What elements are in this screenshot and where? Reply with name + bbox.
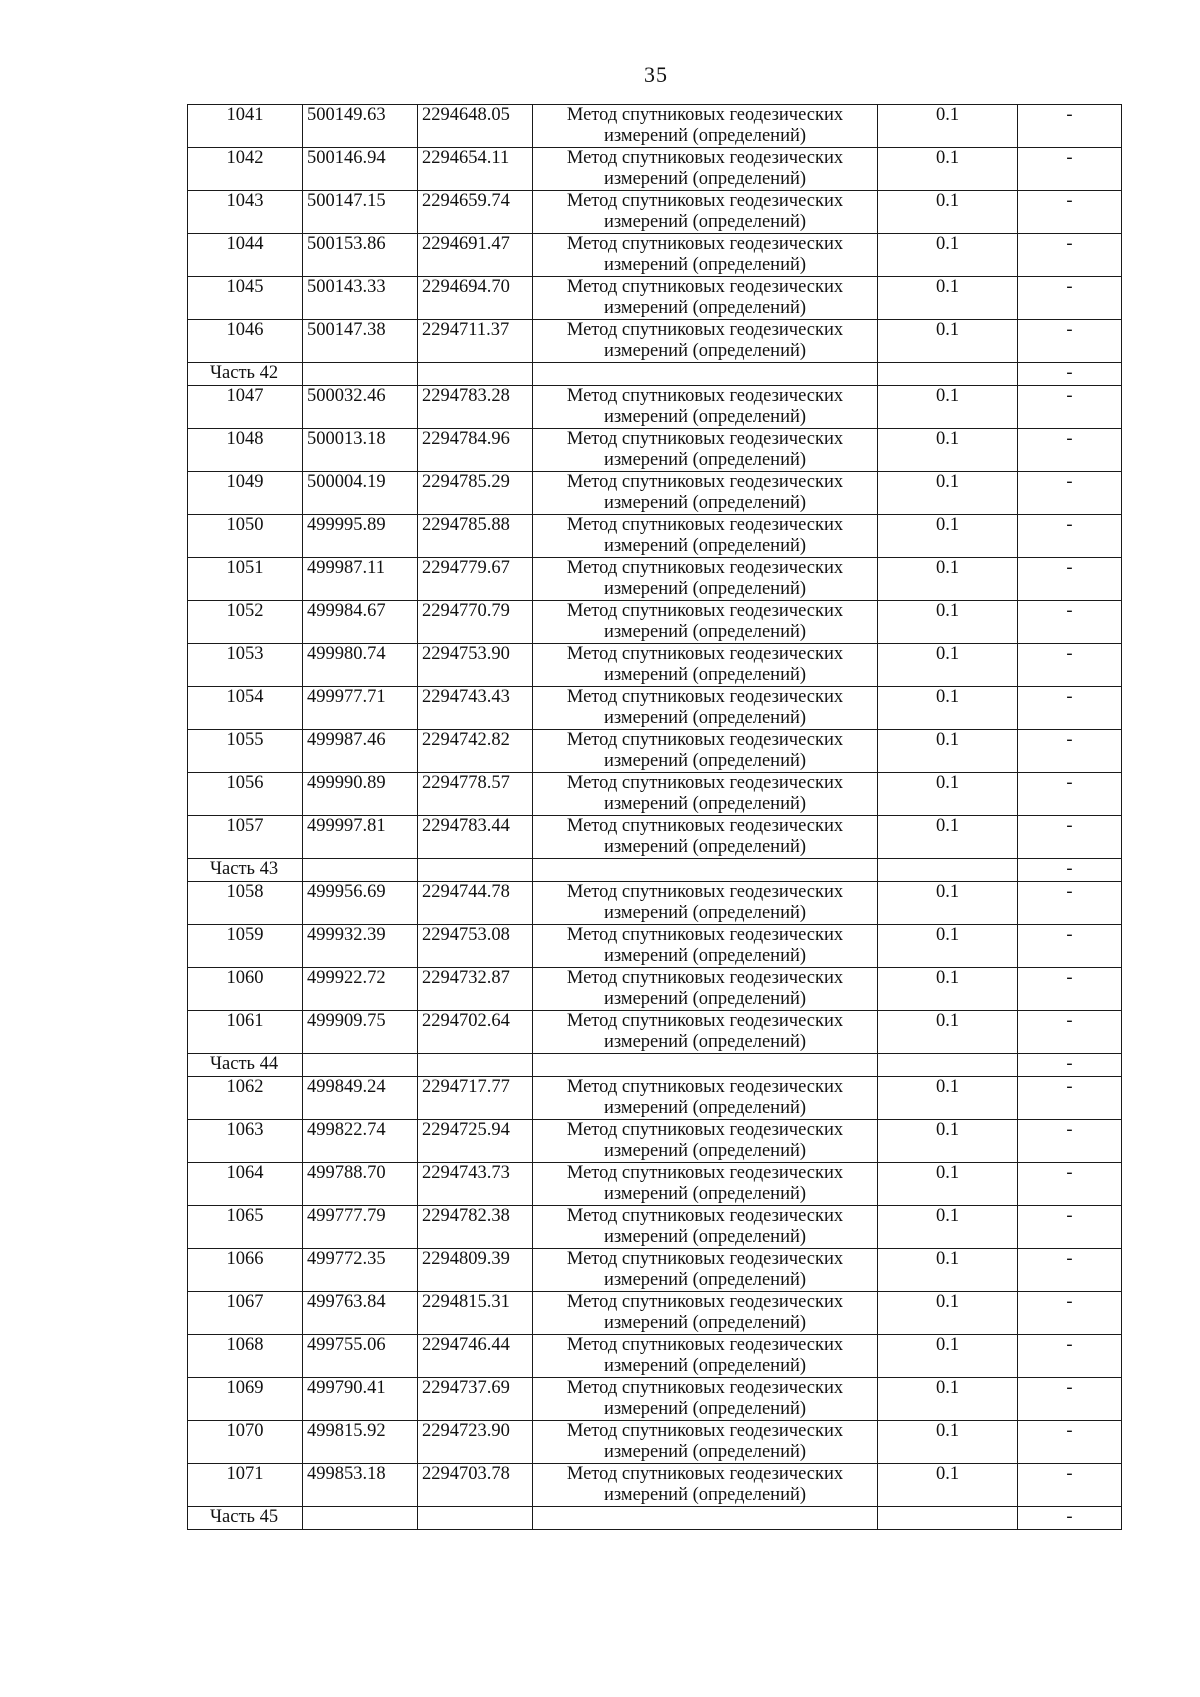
x-coordinate-cell: 500013.18: [303, 429, 418, 472]
empty-cell: [878, 1507, 1018, 1530]
empty-cell: [418, 1507, 533, 1530]
point-number-cell: 1070: [188, 1421, 303, 1464]
accuracy-cell: 0.1: [878, 1464, 1018, 1507]
y-coordinate-cell: 2294770.79: [418, 601, 533, 644]
point-number-cell: 1067: [188, 1292, 303, 1335]
point-number-cell: 1061: [188, 1011, 303, 1054]
table-row: [188, 105, 1122, 148]
method-cell: Метод спутниковых геодезических измерений (определений): [533, 1163, 878, 1206]
x-coordinate-cell: 500149.63: [303, 105, 418, 148]
point-number-cell: 1059: [188, 925, 303, 968]
y-coordinate-cell: 2294778.57: [418, 773, 533, 816]
table-row: [188, 925, 1122, 968]
method-cell: Метод спутниковых геодезических измерений (определений): [533, 191, 878, 234]
table-row: [188, 472, 1122, 515]
empty-cell: [418, 1054, 533, 1077]
y-coordinate-cell: 2294717.77: [418, 1077, 533, 1120]
point-number-cell: 1045: [188, 277, 303, 320]
description-cell: -: [1018, 1011, 1122, 1054]
point-number-cell: 1065: [188, 1206, 303, 1249]
accuracy-cell: 0.1: [878, 968, 1018, 1011]
part-header-row: [188, 859, 1122, 882]
empty-cell: [418, 859, 533, 882]
description-cell: -: [1018, 1206, 1122, 1249]
description-cell: -: [1018, 1507, 1122, 1530]
method-cell: Метод спутниковых геодезических измерений (определений): [533, 925, 878, 968]
description-cell: -: [1018, 1120, 1122, 1163]
x-coordinate-cell: 499849.24: [303, 1077, 418, 1120]
point-number-cell: 1049: [188, 472, 303, 515]
table-row: [188, 1206, 1122, 1249]
y-coordinate-cell: 2294725.94: [418, 1120, 533, 1163]
accuracy-cell: 0.1: [878, 191, 1018, 234]
part-label-cell: Часть 42: [188, 363, 303, 386]
table-row: [188, 1120, 1122, 1163]
description-cell: -: [1018, 816, 1122, 859]
table-row: [188, 687, 1122, 730]
y-coordinate-cell: 2294809.39: [418, 1249, 533, 1292]
table-row: [188, 644, 1122, 687]
y-coordinate-cell: 2294746.44: [418, 1335, 533, 1378]
accuracy-cell: 0.1: [878, 816, 1018, 859]
accuracy-cell: 0.1: [878, 515, 1018, 558]
part-label-cell: Часть 45: [188, 1507, 303, 1530]
method-cell: Метод спутниковых геодезических измерений (определений): [533, 773, 878, 816]
table-row: [188, 429, 1122, 472]
x-coordinate-cell: 499822.74: [303, 1120, 418, 1163]
description-cell: -: [1018, 859, 1122, 882]
part-header-row: [188, 363, 1122, 386]
method-cell: Метод спутниковых геодезических измерений (определений): [533, 730, 878, 773]
accuracy-cell: 0.1: [878, 1206, 1018, 1249]
description-cell: -: [1018, 644, 1122, 687]
x-coordinate-cell: 500153.86: [303, 234, 418, 277]
accuracy-cell: 0.1: [878, 558, 1018, 601]
table-row: [188, 1421, 1122, 1464]
y-coordinate-cell: 2294694.70: [418, 277, 533, 320]
x-coordinate-cell: 499984.67: [303, 601, 418, 644]
table-row: [188, 1335, 1122, 1378]
point-number-cell: 1069: [188, 1378, 303, 1421]
part-label-cell: Часть 43: [188, 859, 303, 882]
y-coordinate-cell: 2294783.28: [418, 386, 533, 429]
table-row: [188, 968, 1122, 1011]
point-number-cell: 1053: [188, 644, 303, 687]
description-cell: -: [1018, 386, 1122, 429]
method-cell: Метод спутниковых геодезических измерений (определений): [533, 1335, 878, 1378]
point-number-cell: 1057: [188, 816, 303, 859]
empty-cell: [533, 1054, 878, 1077]
x-coordinate-cell: 499922.72: [303, 968, 418, 1011]
description-cell: -: [1018, 1335, 1122, 1378]
x-coordinate-cell: 499777.79: [303, 1206, 418, 1249]
accuracy-cell: 0.1: [878, 277, 1018, 320]
table-row: [188, 601, 1122, 644]
y-coordinate-cell: 2294648.05: [418, 105, 533, 148]
y-coordinate-cell: 2294702.64: [418, 1011, 533, 1054]
empty-cell: [418, 363, 533, 386]
empty-cell: [878, 859, 1018, 882]
y-coordinate-cell: 2294723.90: [418, 1421, 533, 1464]
point-number-cell: 1052: [188, 601, 303, 644]
method-cell: Метод спутниковых геодезических измерений (определений): [533, 105, 878, 148]
x-coordinate-cell: 499980.74: [303, 644, 418, 687]
accuracy-cell: 0.1: [878, 1335, 1018, 1378]
empty-cell: [303, 363, 418, 386]
method-cell: Метод спутниковых геодезических измерений (определений): [533, 1464, 878, 1507]
description-cell: -: [1018, 1378, 1122, 1421]
method-cell: Метод спутниковых геодезических измерений (определений): [533, 601, 878, 644]
accuracy-cell: 0.1: [878, 1163, 1018, 1206]
accuracy-cell: 0.1: [878, 234, 1018, 277]
point-number-cell: 1063: [188, 1120, 303, 1163]
empty-cell: [533, 363, 878, 386]
accuracy-cell: 0.1: [878, 1011, 1018, 1054]
point-number-cell: 1054: [188, 687, 303, 730]
y-coordinate-cell: 2294743.73: [418, 1163, 533, 1206]
point-number-cell: 1042: [188, 148, 303, 191]
method-cell: Метод спутниковых геодезических измерений (определений): [533, 1206, 878, 1249]
description-cell: -: [1018, 968, 1122, 1011]
description-cell: -: [1018, 1292, 1122, 1335]
point-number-cell: 1043: [188, 191, 303, 234]
table-row: [188, 1163, 1122, 1206]
description-cell: -: [1018, 601, 1122, 644]
point-number-cell: 1058: [188, 882, 303, 925]
description-cell: -: [1018, 234, 1122, 277]
empty-cell: [533, 859, 878, 882]
coordinates-table: [187, 104, 1122, 1530]
accuracy-cell: 0.1: [878, 472, 1018, 515]
x-coordinate-cell: 499932.39: [303, 925, 418, 968]
method-cell: Метод спутниковых геодезических измерений (определений): [533, 148, 878, 191]
description-cell: -: [1018, 687, 1122, 730]
method-cell: Метод спутниковых геодезических измерений (определений): [533, 472, 878, 515]
x-coordinate-cell: 500147.38: [303, 320, 418, 363]
method-cell: Метод спутниковых геодезических измерений (определений): [533, 687, 878, 730]
method-cell: Метод спутниковых геодезических измерений (определений): [533, 1421, 878, 1464]
description-cell: -: [1018, 363, 1122, 386]
x-coordinate-cell: 499815.92: [303, 1421, 418, 1464]
table-row: [188, 730, 1122, 773]
table-row: [188, 882, 1122, 925]
x-coordinate-cell: 499788.70: [303, 1163, 418, 1206]
accuracy-cell: 0.1: [878, 925, 1018, 968]
method-cell: Метод спутниковых геодезических измерений (определений): [533, 386, 878, 429]
x-coordinate-cell: 499909.75: [303, 1011, 418, 1054]
description-cell: -: [1018, 429, 1122, 472]
point-number-cell: 1041: [188, 105, 303, 148]
method-cell: Метод спутниковых геодезических измерений (определений): [533, 429, 878, 472]
y-coordinate-cell: 2294783.44: [418, 816, 533, 859]
method-cell: Метод спутниковых геодезических измерений (определений): [533, 1292, 878, 1335]
point-number-cell: 1056: [188, 773, 303, 816]
accuracy-cell: 0.1: [878, 1249, 1018, 1292]
table-row: [188, 1011, 1122, 1054]
accuracy-cell: 0.1: [878, 1292, 1018, 1335]
point-number-cell: 1066: [188, 1249, 303, 1292]
accuracy-cell: 0.1: [878, 1378, 1018, 1421]
table-row: [188, 1464, 1122, 1507]
table-row: [188, 386, 1122, 429]
method-cell: Метод спутниковых геодезических измерений (определений): [533, 558, 878, 601]
part-header-row: [188, 1054, 1122, 1077]
description-cell: -: [1018, 1464, 1122, 1507]
empty-cell: [303, 1507, 418, 1530]
table-row: [188, 816, 1122, 859]
x-coordinate-cell: 499755.06: [303, 1335, 418, 1378]
y-coordinate-cell: 2294744.78: [418, 882, 533, 925]
method-cell: Метод спутниковых геодезических измерений (определений): [533, 320, 878, 363]
method-cell: Метод спутниковых геодезических измерений (определений): [533, 1011, 878, 1054]
empty-cell: [878, 363, 1018, 386]
empty-cell: [533, 1507, 878, 1530]
accuracy-cell: 0.1: [878, 320, 1018, 363]
x-coordinate-cell: 499763.84: [303, 1292, 418, 1335]
table-row: [188, 1378, 1122, 1421]
coordinates-table-body: [188, 105, 1122, 1530]
description-cell: -: [1018, 882, 1122, 925]
accuracy-cell: 0.1: [878, 882, 1018, 925]
x-coordinate-cell: 499956.69: [303, 882, 418, 925]
point-number-cell: 1060: [188, 968, 303, 1011]
accuracy-cell: 0.1: [878, 1077, 1018, 1120]
part-label-cell: Часть 44: [188, 1054, 303, 1077]
table-row: [188, 277, 1122, 320]
accuracy-cell: 0.1: [878, 1120, 1018, 1163]
description-cell: -: [1018, 515, 1122, 558]
table-row: [188, 515, 1122, 558]
point-number-cell: 1055: [188, 730, 303, 773]
method-cell: Метод спутниковых геодезических измерений (определений): [533, 234, 878, 277]
description-cell: -: [1018, 558, 1122, 601]
table-row: [188, 191, 1122, 234]
method-cell: Метод спутниковых геодезических измерений (определений): [533, 644, 878, 687]
point-number-cell: 1051: [188, 558, 303, 601]
method-cell: Метод спутниковых геодезических измерений (определений): [533, 1249, 878, 1292]
x-coordinate-cell: 499853.18: [303, 1464, 418, 1507]
accuracy-cell: 0.1: [878, 386, 1018, 429]
description-cell: -: [1018, 1077, 1122, 1120]
method-cell: Метод спутниковых геодезических измерений (определений): [533, 882, 878, 925]
method-cell: Метод спутниковых геодезических измерений (определений): [533, 1120, 878, 1163]
description-cell: -: [1018, 1249, 1122, 1292]
point-number-cell: 1048: [188, 429, 303, 472]
empty-cell: [878, 1054, 1018, 1077]
description-cell: -: [1018, 105, 1122, 148]
method-cell: Метод спутниковых геодезических измерений (определений): [533, 968, 878, 1011]
description-cell: -: [1018, 1054, 1122, 1077]
description-cell: -: [1018, 730, 1122, 773]
y-coordinate-cell: 2294784.96: [418, 429, 533, 472]
x-coordinate-cell: 499997.81: [303, 816, 418, 859]
y-coordinate-cell: 2294732.87: [418, 968, 533, 1011]
x-coordinate-cell: 499990.89: [303, 773, 418, 816]
y-coordinate-cell: 2294753.08: [418, 925, 533, 968]
point-number-cell: 1068: [188, 1335, 303, 1378]
point-number-cell: 1071: [188, 1464, 303, 1507]
point-number-cell: 1064: [188, 1163, 303, 1206]
x-coordinate-cell: 500143.33: [303, 277, 418, 320]
y-coordinate-cell: 2294691.47: [418, 234, 533, 277]
point-number-cell: 1044: [188, 234, 303, 277]
y-coordinate-cell: 2294703.78: [418, 1464, 533, 1507]
description-cell: -: [1018, 277, 1122, 320]
description-cell: -: [1018, 925, 1122, 968]
description-cell: -: [1018, 148, 1122, 191]
description-cell: -: [1018, 191, 1122, 234]
y-coordinate-cell: 2294815.31: [418, 1292, 533, 1335]
accuracy-cell: 0.1: [878, 1421, 1018, 1464]
accuracy-cell: 0.1: [878, 687, 1018, 730]
x-coordinate-cell: 500146.94: [303, 148, 418, 191]
x-coordinate-cell: 499977.71: [303, 687, 418, 730]
accuracy-cell: 0.1: [878, 105, 1018, 148]
description-cell: -: [1018, 1421, 1122, 1464]
accuracy-cell: 0.1: [878, 773, 1018, 816]
accuracy-cell: 0.1: [878, 148, 1018, 191]
y-coordinate-cell: 2294742.82: [418, 730, 533, 773]
y-coordinate-cell: 2294659.74: [418, 191, 533, 234]
x-coordinate-cell: 499790.41: [303, 1378, 418, 1421]
table-row: [188, 320, 1122, 363]
method-cell: Метод спутниковых геодезических измерений (определений): [533, 816, 878, 859]
method-cell: Метод спутниковых геодезических измерений (определений): [533, 277, 878, 320]
point-number-cell: 1062: [188, 1077, 303, 1120]
table-row: [188, 1249, 1122, 1292]
description-cell: -: [1018, 320, 1122, 363]
x-coordinate-cell: 499987.46: [303, 730, 418, 773]
accuracy-cell: 0.1: [878, 601, 1018, 644]
description-cell: -: [1018, 773, 1122, 816]
accuracy-cell: 0.1: [878, 644, 1018, 687]
y-coordinate-cell: 2294785.88: [418, 515, 533, 558]
x-coordinate-cell: 499995.89: [303, 515, 418, 558]
x-coordinate-cell: 499987.11: [303, 558, 418, 601]
table-row: [188, 148, 1122, 191]
method-cell: Метод спутниковых геодезических измерений (определений): [533, 515, 878, 558]
y-coordinate-cell: 2294785.29: [418, 472, 533, 515]
table-row: [188, 1077, 1122, 1120]
description-cell: -: [1018, 472, 1122, 515]
part-header-row: [188, 1507, 1122, 1530]
x-coordinate-cell: 500147.15: [303, 191, 418, 234]
empty-cell: [303, 859, 418, 882]
method-cell: Метод спутниковых геодезических измерений (определений): [533, 1378, 878, 1421]
x-coordinate-cell: 499772.35: [303, 1249, 418, 1292]
y-coordinate-cell: 2294782.38: [418, 1206, 533, 1249]
table-row: [188, 558, 1122, 601]
page-number: 35: [644, 62, 668, 87]
y-coordinate-cell: 2294779.67: [418, 558, 533, 601]
y-coordinate-cell: 2294753.90: [418, 644, 533, 687]
description-cell: -: [1018, 1163, 1122, 1206]
x-coordinate-cell: 500004.19: [303, 472, 418, 515]
x-coordinate-cell: 500032.46: [303, 386, 418, 429]
point-number-cell: 1047: [188, 386, 303, 429]
y-coordinate-cell: 2294711.37: [418, 320, 533, 363]
accuracy-cell: 0.1: [878, 730, 1018, 773]
table-row: [188, 1292, 1122, 1335]
point-number-cell: 1046: [188, 320, 303, 363]
y-coordinate-cell: 2294654.11: [418, 148, 533, 191]
table-row: [188, 234, 1122, 277]
table-row: [188, 773, 1122, 816]
y-coordinate-cell: 2294743.43: [418, 687, 533, 730]
empty-cell: [303, 1054, 418, 1077]
point-number-cell: 1050: [188, 515, 303, 558]
accuracy-cell: 0.1: [878, 429, 1018, 472]
method-cell: Метод спутниковых геодезических измерений (определений): [533, 1077, 878, 1120]
y-coordinate-cell: 2294737.69: [418, 1378, 533, 1421]
